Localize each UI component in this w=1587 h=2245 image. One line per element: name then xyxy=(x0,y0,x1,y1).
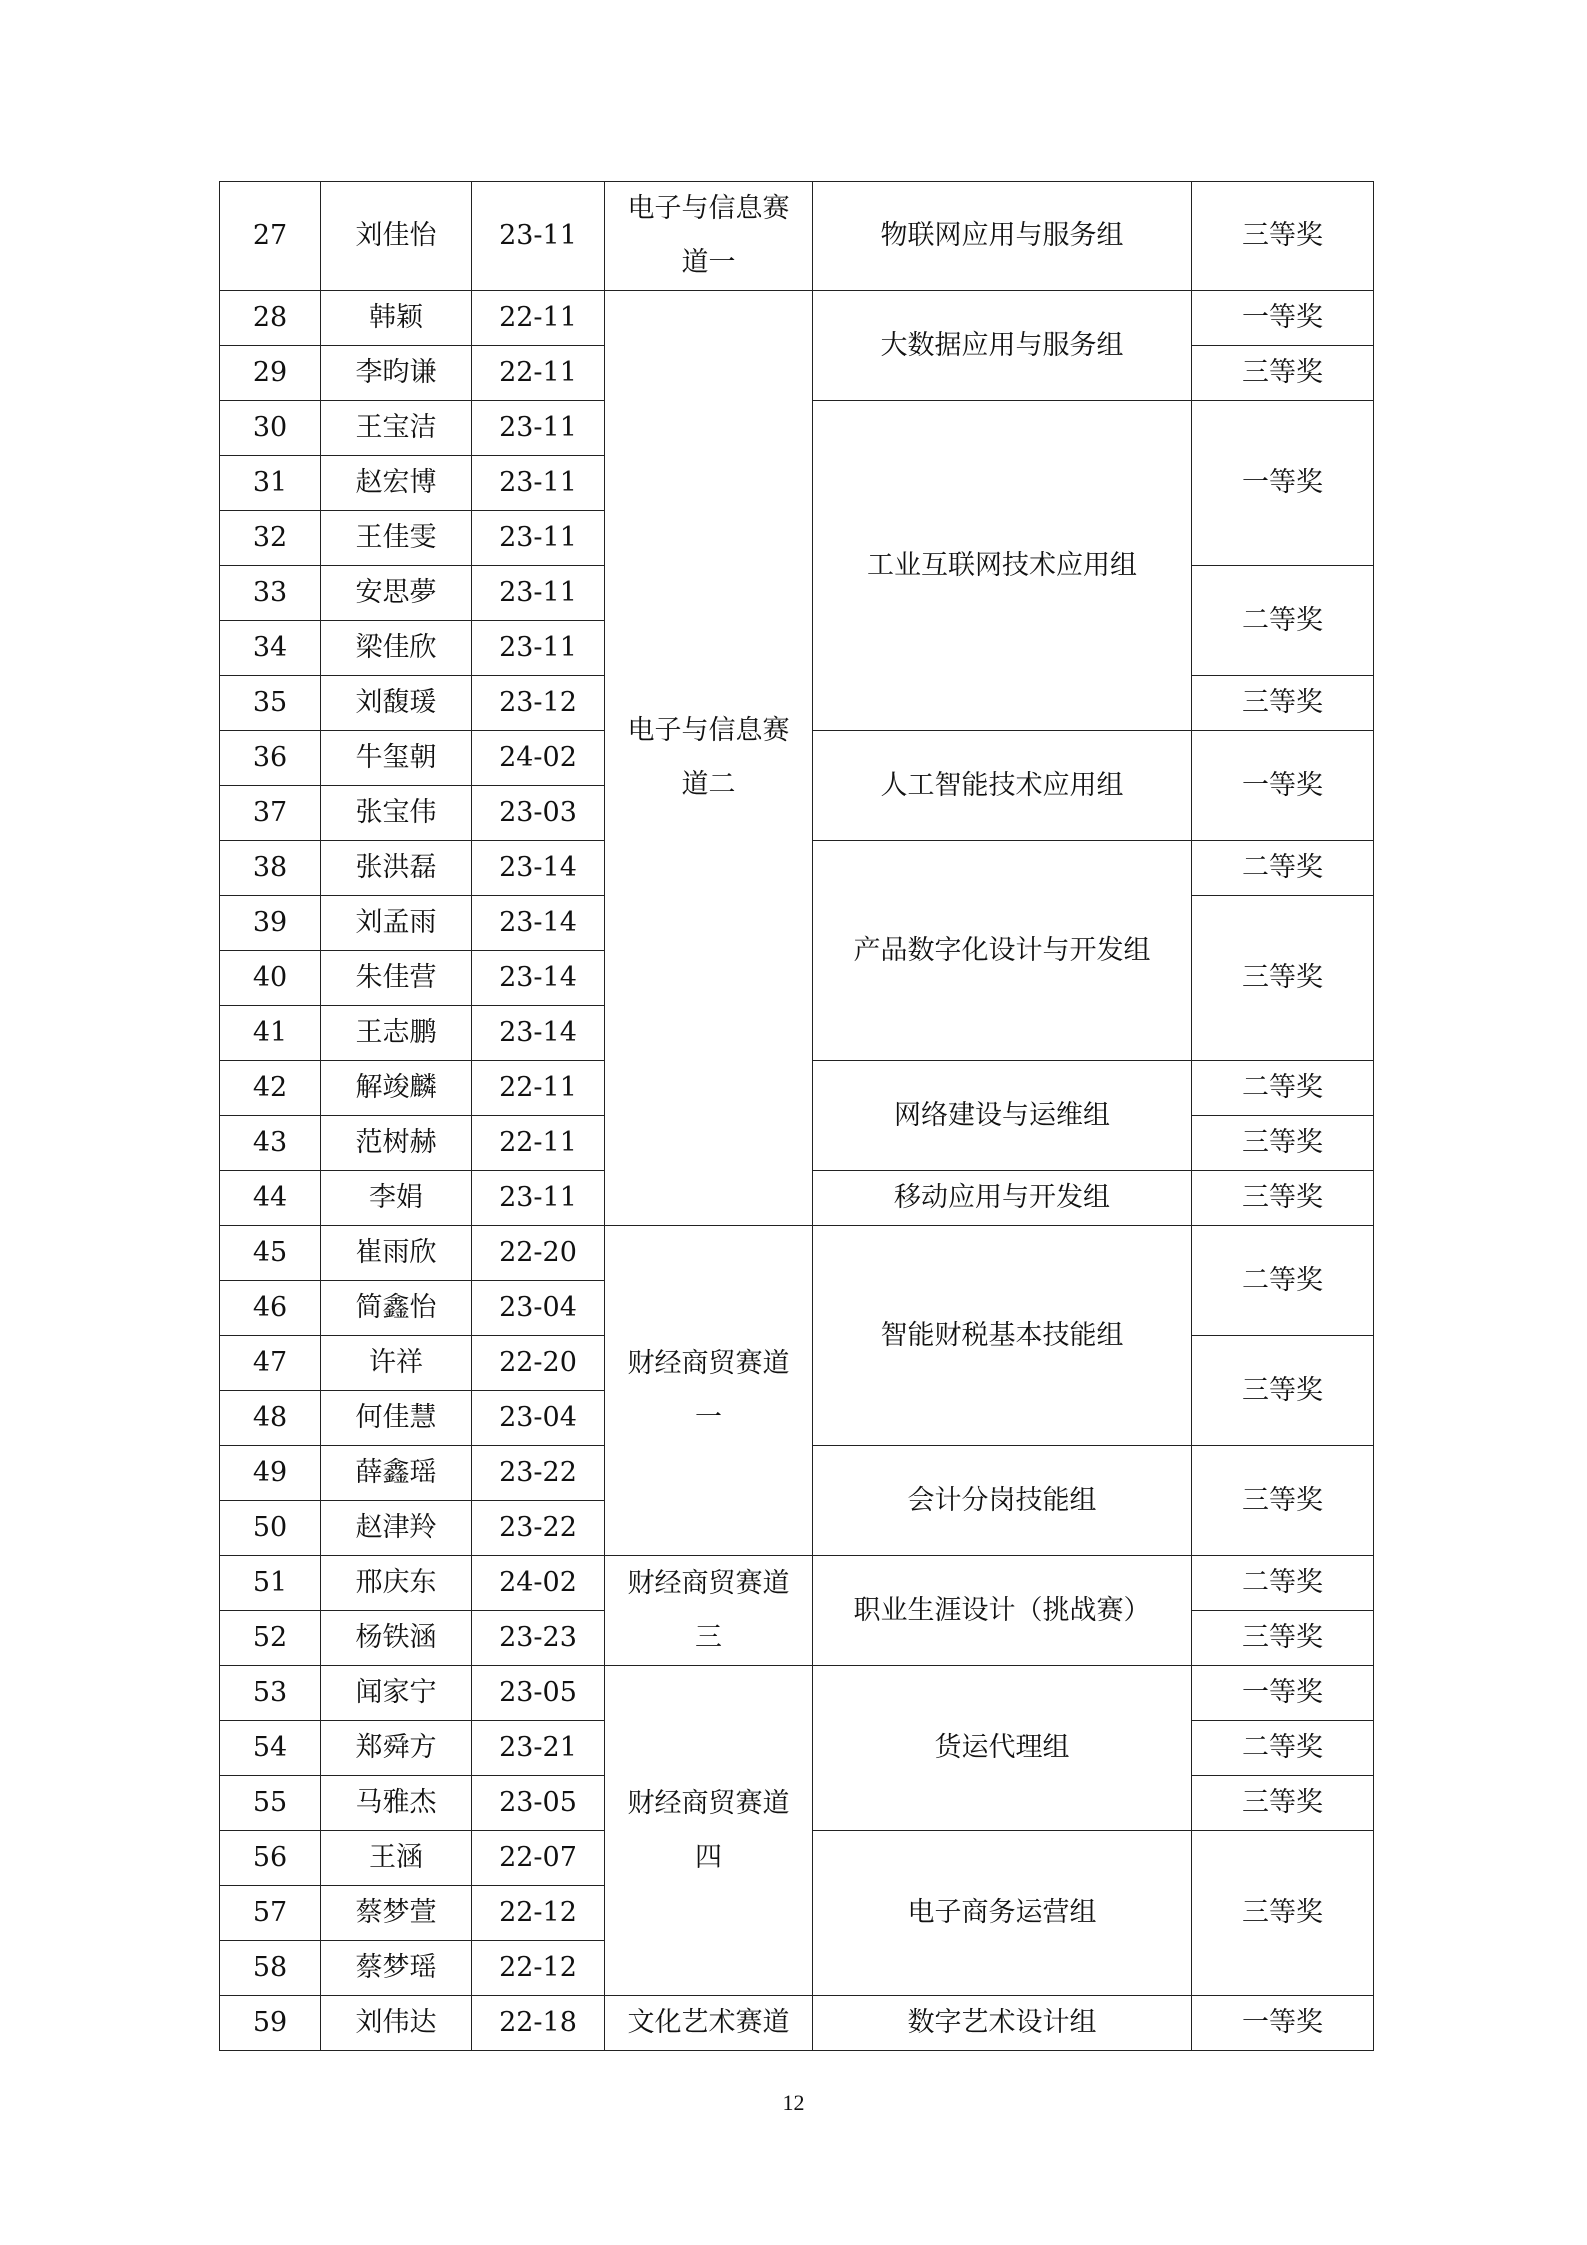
table-row xyxy=(220,1226,1374,1281)
row-number: 52 xyxy=(220,1611,321,1666)
track-cell: 财经商贸赛道 三 xyxy=(605,1556,813,1666)
row-number: 44 xyxy=(220,1171,321,1226)
group-cell: 电子商务运营组 xyxy=(813,1831,1192,1996)
student-name: 张洪磊 xyxy=(321,841,472,896)
group-cell: 职业生涯设计（挑战赛） xyxy=(813,1556,1192,1666)
award-table xyxy=(219,181,1374,2051)
class-code: 23-14 xyxy=(472,896,605,951)
award-cell: 三等奖 xyxy=(1192,1611,1374,1666)
student-name: 薛鑫瑶 xyxy=(321,1446,472,1501)
student-name: 朱佳营 xyxy=(321,951,472,1006)
row-number: 43 xyxy=(220,1116,321,1171)
award-cell: 三等奖 xyxy=(1192,182,1374,291)
row-number: 28 xyxy=(220,291,321,346)
class-code: 22-11 xyxy=(472,1061,605,1116)
class-code: 22-12 xyxy=(472,1941,605,1996)
group-cell: 数字艺术设计组 xyxy=(813,1996,1192,2051)
student-name: 何佳慧 xyxy=(321,1391,472,1446)
class-code: 23-11 xyxy=(472,401,605,456)
class-code: 23-14 xyxy=(472,1006,605,1061)
student-name: 梁佳欣 xyxy=(321,621,472,676)
class-code: 23-23 xyxy=(472,1611,605,1666)
class-code: 23-11 xyxy=(472,621,605,676)
award-cell: 三等奖 xyxy=(1192,1831,1374,1996)
student-name: 简鑫怡 xyxy=(321,1281,472,1336)
row-number: 45 xyxy=(220,1226,321,1281)
row-number: 51 xyxy=(220,1556,321,1611)
class-code: 23-03 xyxy=(472,786,605,841)
group-cell: 产品数字化设计与开发组 xyxy=(813,841,1192,1061)
row-number: 35 xyxy=(220,676,321,731)
student-name: 王志鹏 xyxy=(321,1006,472,1061)
award-table-container xyxy=(219,181,1373,2051)
award-cell: 二等奖 xyxy=(1192,566,1374,676)
row-number: 48 xyxy=(220,1391,321,1446)
row-number: 47 xyxy=(220,1336,321,1391)
class-code: 23-12 xyxy=(472,676,605,731)
student-name: 张宝伟 xyxy=(321,786,472,841)
student-name: 杨铁涵 xyxy=(321,1611,472,1666)
student-name: 闻家宁 xyxy=(321,1666,472,1721)
row-number: 31 xyxy=(220,456,321,511)
group-cell: 人工智能技术应用组 xyxy=(813,731,1192,841)
student-name: 牛玺朝 xyxy=(321,731,472,786)
row-number: 32 xyxy=(220,511,321,566)
row-number: 41 xyxy=(220,1006,321,1061)
award-cell: 一等奖 xyxy=(1192,1996,1374,2051)
student-name: 刘孟雨 xyxy=(321,896,472,951)
class-code: 23-14 xyxy=(472,841,605,896)
student-name: 解竣麟 xyxy=(321,1061,472,1116)
award-cell: 一等奖 xyxy=(1192,1666,1374,1721)
table-row xyxy=(220,1996,1374,2051)
row-number: 27 xyxy=(220,182,321,291)
student-name: 刘伟达 xyxy=(321,1996,472,2051)
student-name: 许祥 xyxy=(321,1336,472,1391)
student-name: 王佳雯 xyxy=(321,511,472,566)
row-number: 38 xyxy=(220,841,321,896)
track-cell: 文化艺术赛道 xyxy=(605,1996,813,2051)
award-cell: 三等奖 xyxy=(1192,346,1374,401)
award-cell: 三等奖 xyxy=(1192,1116,1374,1171)
student-name: 郑舜方 xyxy=(321,1721,472,1776)
award-cell: 三等奖 xyxy=(1192,1776,1374,1831)
row-number: 59 xyxy=(220,1996,321,2051)
class-code: 22-18 xyxy=(472,1996,605,2051)
class-code: 23-14 xyxy=(472,951,605,1006)
class-code: 23-22 xyxy=(472,1501,605,1556)
row-number: 30 xyxy=(220,401,321,456)
row-number: 56 xyxy=(220,1831,321,1886)
class-code: 22-11 xyxy=(472,346,605,401)
row-number: 58 xyxy=(220,1941,321,1996)
row-number: 53 xyxy=(220,1666,321,1721)
class-code: 22-20 xyxy=(472,1226,605,1281)
class-code: 23-11 xyxy=(472,511,605,566)
student-name: 刘佳怡 xyxy=(321,182,472,291)
class-code: 23-11 xyxy=(472,566,605,621)
class-code: 22-07 xyxy=(472,1831,605,1886)
award-cell: 一等奖 xyxy=(1192,401,1374,566)
track-cell: 财经商贸赛道 四 xyxy=(605,1666,813,1996)
row-number: 46 xyxy=(220,1281,321,1336)
row-number: 34 xyxy=(220,621,321,676)
class-code: 22-20 xyxy=(472,1336,605,1391)
class-code: 23-05 xyxy=(472,1666,605,1721)
award-cell: 三等奖 xyxy=(1192,1446,1374,1556)
row-number: 33 xyxy=(220,566,321,621)
award-cell: 三等奖 xyxy=(1192,676,1374,731)
row-number: 37 xyxy=(220,786,321,841)
award-cell: 二等奖 xyxy=(1192,841,1374,896)
class-code: 23-11 xyxy=(472,456,605,511)
class-code: 23-04 xyxy=(472,1391,605,1446)
class-code: 23-21 xyxy=(472,1721,605,1776)
student-name: 王宝洁 xyxy=(321,401,472,456)
table-row xyxy=(220,182,1374,291)
row-number: 50 xyxy=(220,1501,321,1556)
row-number: 29 xyxy=(220,346,321,401)
class-code: 23-11 xyxy=(472,182,605,291)
student-name: 马雅杰 xyxy=(321,1776,472,1831)
student-name: 刘馥瑗 xyxy=(321,676,472,731)
class-code: 23-22 xyxy=(472,1446,605,1501)
student-name: 崔雨欣 xyxy=(321,1226,472,1281)
group-cell: 物联网应用与服务组 xyxy=(813,182,1192,291)
group-cell: 智能财税基本技能组 xyxy=(813,1226,1192,1446)
row-number: 54 xyxy=(220,1721,321,1776)
student-name: 韩颖 xyxy=(321,291,472,346)
award-cell: 三等奖 xyxy=(1192,1171,1374,1226)
row-number: 39 xyxy=(220,896,321,951)
award-cell: 一等奖 xyxy=(1192,731,1374,841)
class-code: 22-11 xyxy=(472,1116,605,1171)
award-cell: 二等奖 xyxy=(1192,1226,1374,1336)
row-number: 49 xyxy=(220,1446,321,1501)
award-cell: 二等奖 xyxy=(1192,1556,1374,1611)
table-row xyxy=(220,1666,1374,1721)
award-cell: 二等奖 xyxy=(1192,1721,1374,1776)
class-code: 23-04 xyxy=(472,1281,605,1336)
student-name: 蔡梦萱 xyxy=(321,1886,472,1941)
group-cell: 工业互联网技术应用组 xyxy=(813,401,1192,731)
row-number: 36 xyxy=(220,731,321,786)
group-cell: 大数据应用与服务组 xyxy=(813,291,1192,401)
award-cell: 三等奖 xyxy=(1192,896,1374,1061)
page-number: 12 xyxy=(782,2090,805,2115)
class-code: 22-12 xyxy=(472,1886,605,1941)
award-cell: 一等奖 xyxy=(1192,291,1374,346)
student-name: 邢庆东 xyxy=(321,1556,472,1611)
award-cell: 二等奖 xyxy=(1192,1061,1374,1116)
student-name: 王涵 xyxy=(321,1831,472,1886)
student-name: 赵津羚 xyxy=(321,1501,472,1556)
row-number: 42 xyxy=(220,1061,321,1116)
table-row xyxy=(220,291,1374,346)
row-number: 55 xyxy=(220,1776,321,1831)
award-cell: 三等奖 xyxy=(1192,1336,1374,1446)
group-cell: 会计分岗技能组 xyxy=(813,1446,1192,1556)
track-cell: 财经商贸赛道 一 xyxy=(605,1226,813,1556)
student-name: 范树赫 xyxy=(321,1116,472,1171)
student-name: 蔡梦瑶 xyxy=(321,1941,472,1996)
student-name: 李娟 xyxy=(321,1171,472,1226)
student-name: 赵宏博 xyxy=(321,456,472,511)
track-cell: 电子与信息赛 道二 xyxy=(605,291,813,1226)
class-code: 22-11 xyxy=(472,291,605,346)
track-cell: 电子与信息赛 道一 xyxy=(605,182,813,291)
class-code: 24-02 xyxy=(472,731,605,786)
student-name: 李昀谦 xyxy=(321,346,472,401)
row-number: 40 xyxy=(220,951,321,1006)
group-cell: 货运代理组 xyxy=(813,1666,1192,1831)
class-code: 24-02 xyxy=(472,1556,605,1611)
class-code: 23-11 xyxy=(472,1171,605,1226)
row-number: 57 xyxy=(220,1886,321,1941)
group-cell: 网络建设与运维组 xyxy=(813,1061,1192,1171)
table-row xyxy=(220,1556,1374,1611)
student-name: 安思夢 xyxy=(321,566,472,621)
class-code: 23-05 xyxy=(472,1776,605,1831)
group-cell: 移动应用与开发组 xyxy=(813,1171,1192,1226)
